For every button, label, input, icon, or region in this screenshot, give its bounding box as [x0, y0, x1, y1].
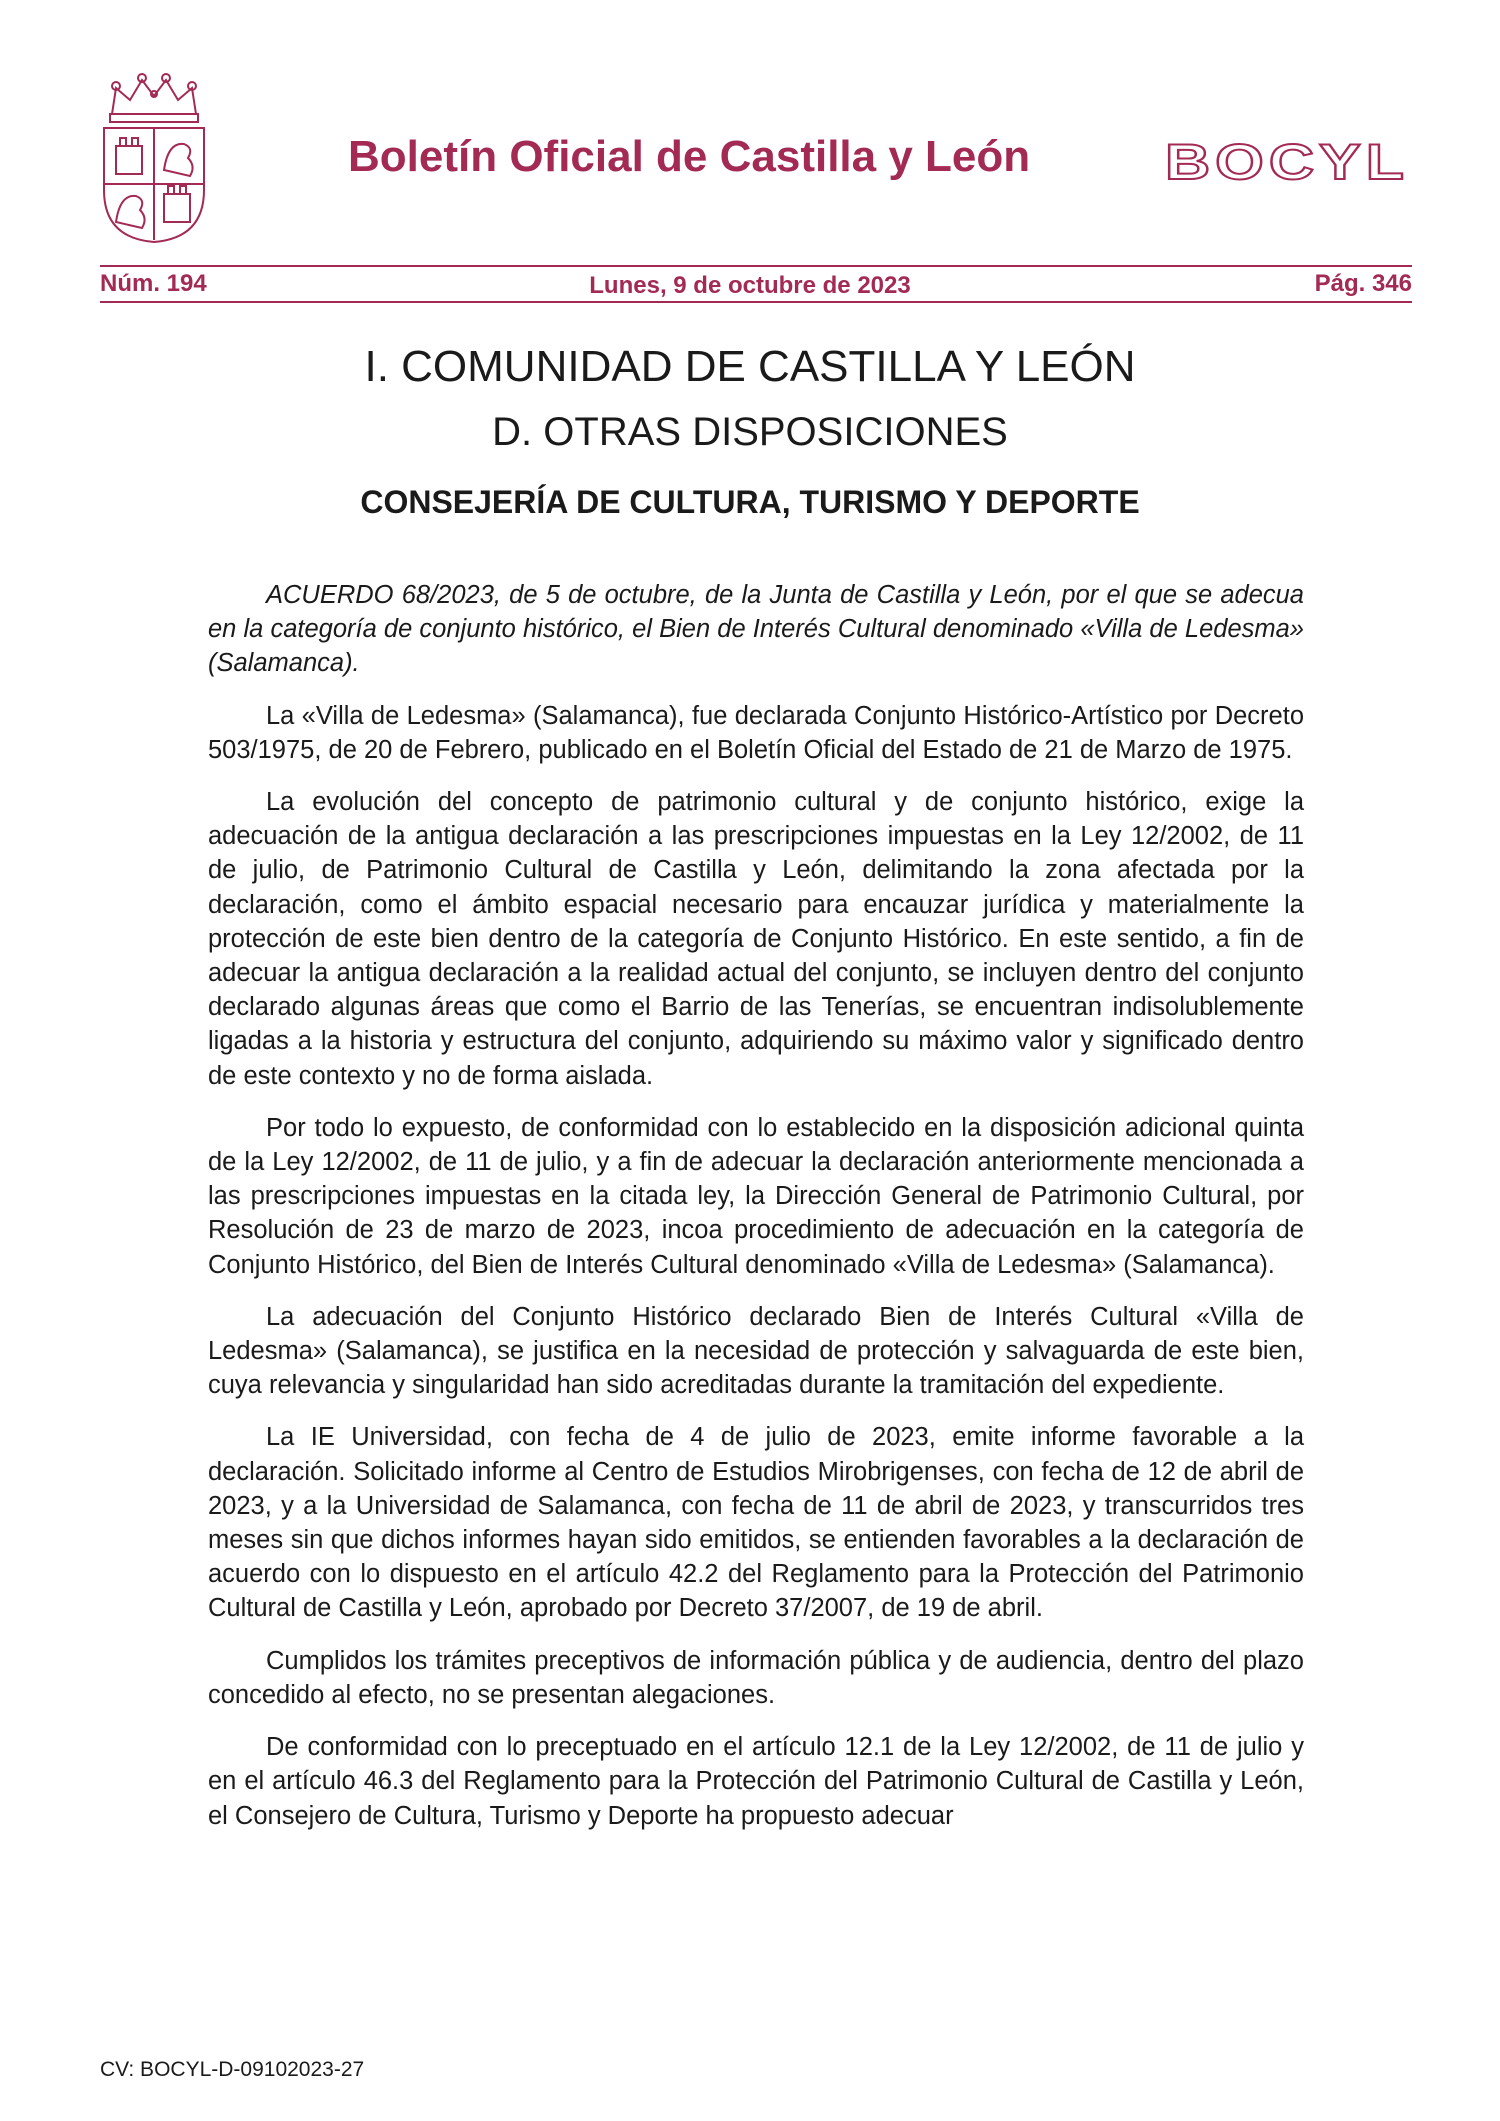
body-paragraph: Cumplidos los trámites preceptivos de información pública y de audiencia, dentro del plazo concedido al efecto, no se presentan alegaciones. [208, 1646, 1304, 1709]
body-paragraph: La «Villa de Ledesma» (Salamanca), fue declarada Conjunto Histórico-Artístico por Decreto 503/1975, de 20 de Febrero, publicado en el Boletín Oficial del Estado de 21 de Marzo de 1975. [208, 701, 1304, 764]
body-paragraph: Por todo lo expuesto, de conformidad con lo establecido en la disposición adicional quinta de la Ley 12/2002, de 11 de julio, y a fin de adecuar la declaración anteriormente mencionada a las prescripciones impuestas en la citada ley, la Dirección General de Patrimonio Cultural, por Resolución de 23 de marzo de 2023, incoa procedimiento de adecuación en la categoría de Conjunto Histórico, del Bien de Interés Cultural denominado «Villa de Ledesma» (Salamanca). [208, 1113, 1304, 1279]
section-level2-title: D. OTRAS DISPOSICIONES [492, 410, 1008, 454]
header-rule-bottom [100, 301, 1412, 303]
bocyl-logo [1163, 138, 1411, 184]
svg-text:BOCYL: BOCYL [1165, 138, 1409, 184]
document-body [208, 578, 1304, 1851]
issue-date: Lunes, 9 de octubre de 2023 [589, 272, 911, 299]
page-number: Pág. 346 [1314, 270, 1412, 297]
issue-number: Núm. 194 [100, 270, 207, 297]
section-level1-title: I. COMUNIDAD DE CASTILLA Y LEÓN [364, 342, 1136, 391]
cv-code: CV: BOCYL-D-09102023-27 [100, 2058, 365, 2081]
castilla-leon-coat-of-arms-icon [98, 70, 210, 246]
agreement-summary: ACUERDO 68/2023, de 5 de octubre, de la Junta de Castilla y León, por el que se adecua en la categoría de conjunto histórico, el Bien de Interés Cultural denominado «Villa de Ledesma» (Salamanca). [208, 581, 1304, 678]
body-paragraph: La evolución del concepto de patrimonio cultural y de conjunto histórico, exige la adecuación de la antigua declaración a las prescripciones impuestas en la Ley 12/2002, de 11 de julio, de Patrimonio Cultural de Castilla y León, delimitando la zona afectada por la declaración, como el ámbito espacial necesario para encauzar jurídica y materialmente la protección de este bien dentro de la categoría de Conjunto Histórico. En este sentido, a fin de adecuar la antigua declaración a la realidad actual del conjunto, se incluyen dentro del conjunto declarado algunas áreas que como el Barrio de las Tenerías, se encuentran indisolublemente ligadas a la historia y estructura del conjunto, adquiriendo su máximo valor y significado dentro de este contexto y no de forma aislada. [208, 788, 1304, 1090]
body-paragraph: De conformidad con lo preceptuado en el artículo 12.1 de la Ley 12/2002, de 11 de julio y en el artículo 46.3 del Reglamento para la Protección del Patrimonio Cultural de Castilla y León, el Consejero de Cultura, Turismo y Deporte ha propuesto adecuar [208, 1733, 1304, 1830]
body-paragraph: La adecuación del Conjunto Histórico declarado Bien de Interés Cultural «Villa de Ledesma» (Salamanca), se justifica en la necesidad de protección y salvaguarda de este bien, cuya relevancia y singularidad han sido acreditadas durante la tramitación del expediente. [208, 1302, 1304, 1400]
body-paragraph: La IE Universidad, con fecha de 4 de julio de 2023, emite informe favorable a la declaración. Solicitado informe al Centro de Estudios Mirobrigenses, con fecha de 12 de abril de 2023, y a la Universidad de Salamanca, con fecha de 11 de abril de 2023, y transcurridos tres meses sin que dichos informes hayan sido emitidos, se entienden favorables a la declaración de acuerdo con lo dispuesto en el artículo 42.2 del Reglamento para la Protección del Patrimonio Cultural de Castilla y León, aprobado por Decreto 37/2007, de 19 de abril. [208, 1423, 1304, 1623]
header-rule-top [100, 265, 1412, 267]
publication-title: Boletín Oficial de Castilla y León [348, 132, 1031, 181]
department-title: CONSEJERÍA DE CULTURA, TURISMO Y DEPORTE [360, 484, 1140, 520]
